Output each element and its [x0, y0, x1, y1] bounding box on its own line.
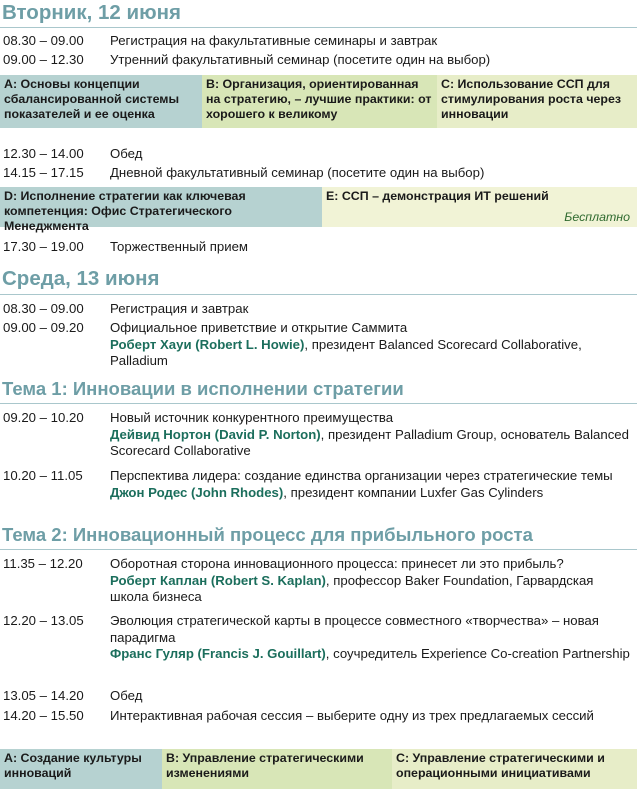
time-slot: 17.30 – 19.00	[3, 239, 84, 254]
speaker-role: , президент Balanced Scorecard Collaborative, Palladium	[110, 336, 582, 368]
event-text: Новый источник конкурентного преимущества	[110, 410, 394, 425]
seminar-option-e-label: E: ССП – демонстрация ИТ решений	[326, 189, 549, 203]
time-slot: 13.05 – 14.20	[3, 688, 84, 703]
speaker-role: , соучредитель Experience Co-creation Partnership	[325, 646, 630, 661]
speaker-name: Дейвид Нортон (David P. Norton)	[110, 426, 321, 442]
event-text: Перспектива лидера: создание единства организации через стратегические темы	[110, 468, 613, 483]
speaker-line	[110, 573, 635, 606]
event-text: Эволюция стратегической карты в процессе совместного «творчества» – новая парадигма	[110, 613, 599, 645]
event-text: Интерактивная рабочая сессия – выберите одну из трех предлагаемых сессий	[110, 708, 594, 723]
event-text: Обед	[110, 146, 143, 161]
seminar-option-d: D: Исполнение стратегии как ключевая компетенция: Офис Стратегического Менеджмента	[0, 187, 322, 227]
event-block	[110, 613, 635, 663]
divider	[0, 294, 637, 295]
theme-title-1: Тема 1: Инновации в исполнении стратегии	[2, 378, 404, 399]
time-slot: 08.30 – 09.00	[3, 301, 84, 316]
event-block	[110, 410, 635, 460]
seminar-option-e	[322, 187, 637, 227]
speaker-line	[110, 427, 635, 460]
event-text: Утренний факультативный семинар (посетите один на выбор)	[110, 52, 491, 67]
divider	[0, 549, 637, 550]
time-slot: 09.00 – 12.30	[3, 52, 84, 67]
session-option-a: A: Создание культуры инноваций	[0, 749, 162, 789]
time-slot: 10.20 – 11.05	[3, 468, 83, 483]
time-slot: 12.30 – 14.00	[3, 146, 84, 161]
session-option-b: B: Управление стратегическими изменениями	[162, 749, 392, 789]
time-slot: 14.15 – 17.15	[3, 165, 84, 180]
event-text: Обед	[110, 688, 143, 703]
seminar-option-c: C: Использование ССП для стимулирования роста через инновации	[437, 75, 637, 128]
speaker-role: , президент компании Luxfer Gas Cylinders	[283, 484, 544, 500]
event-text: Дневной факультативный семинар (посетите один на выбор)	[110, 165, 485, 180]
time-slot: 09.20 – 10.20	[3, 410, 84, 425]
seminar-option-b: B: Организация, ориентированная на стратегию, – лучшие практики: от хорошего к великому	[202, 75, 437, 128]
event-block	[110, 556, 635, 606]
speaker-line	[110, 337, 635, 370]
time-slot: 08.30 – 09.00	[3, 33, 84, 48]
event-block	[110, 468, 635, 501]
speaker-line	[110, 485, 635, 502]
time-slot: 12.20 – 13.05	[3, 613, 84, 628]
event-text: Оборотная сторона инновационного процесса: принесет ли это прибыль?	[110, 556, 564, 571]
speaker-role: , профессор Baker Foundation, Гарвардская школа бизнеса	[110, 572, 594, 604]
event-text: Регистрация и завтрак	[110, 301, 249, 316]
time-slot: 09.00 – 09.20	[3, 320, 84, 335]
day-title-tuesday: Вторник, 12 июня	[2, 1, 181, 24]
divider	[0, 403, 637, 404]
divider	[0, 27, 637, 28]
session-option-c: C: Управление стратегическими и операционными инициативами	[392, 749, 637, 789]
seminar-option-a: A: Основы концепции сбалансированной системы показателей и ее оценка	[0, 75, 202, 128]
speaker-role: , президент Palladium Group, основатель Balanced Scorecard Collaborative	[110, 426, 629, 458]
theme-title-2: Тема 2: Инновационный процесс для прибыльного роста	[2, 524, 533, 545]
event-text: Торжественный прием	[110, 239, 248, 254]
speaker-name: Роберт Хауи (Robert L. Howie)	[110, 336, 305, 352]
time-slot: 14.20 – 15.50	[3, 708, 84, 723]
event-block	[110, 320, 635, 370]
speaker-line	[110, 646, 635, 663]
free-badge: Бесплатно	[564, 210, 630, 224]
day-title-wednesday: Среда, 13 июня	[2, 267, 160, 290]
speaker-name: Джон Родес (John Rhodes)	[110, 484, 284, 500]
event-text: Регистрация на факультативные семинары и завтрак	[110, 33, 438, 48]
speaker-name: Франс Гуляр (Francis J. Gouillart)	[110, 646, 326, 661]
time-slot: 11.35 – 12.20	[3, 556, 83, 571]
speaker-name: Роберт Каплан (Robert S. Kaplan)	[110, 572, 326, 588]
event-text: Официальное приветствие и открытие Саммита	[110, 320, 408, 335]
